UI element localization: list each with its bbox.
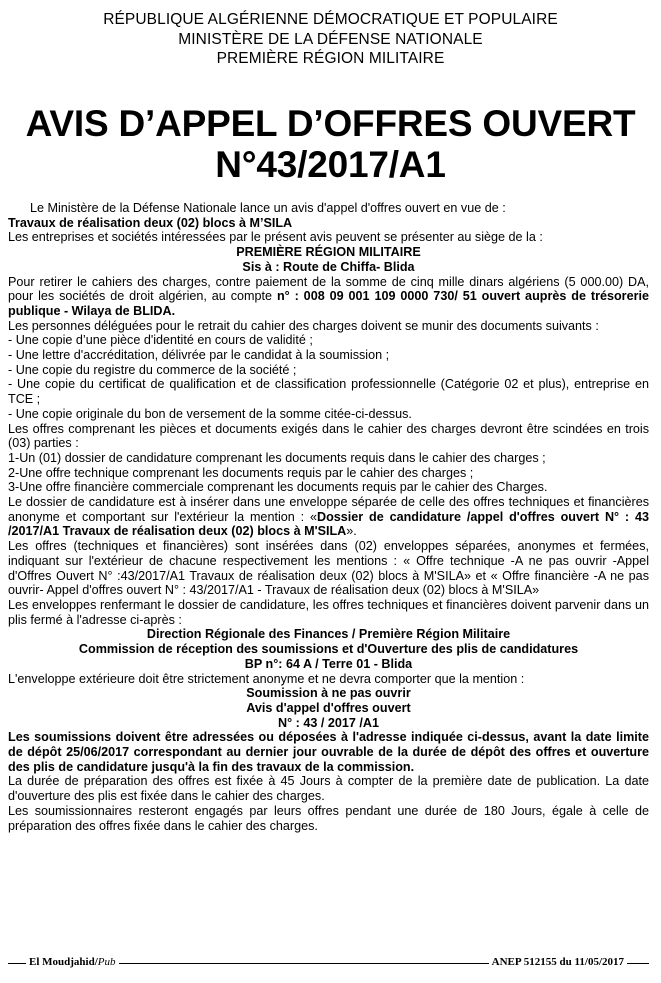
list-item: - Une copie du certificat de qualification et de classification professionnelle (Catégorie 02 et plus), entreprise en TCE ; <box>8 377 649 407</box>
list-item: - Une lettre d'accréditation, délivrée par le candidat à la soumission ; <box>8 348 390 363</box>
envelope-mention-line: N° : 43 / 2017 /A1 <box>278 715 379 730</box>
payment-paragraph <box>8 275 649 319</box>
list-item: - Une copie du registre du commerce de la société ; <box>8 362 297 377</box>
outer-envelope-paragraph: L'enveloppe extérieure doit être strictement anonyme et ne devra comporter que la mention : <box>8 671 525 686</box>
notice-body <box>8 201 649 833</box>
bank-account: n° : 008 09 001 109 0000 730/ 51 ouvert auprès de trésorerie publique - Wilaya de BLIDA. <box>8 289 649 318</box>
envelope-mention-line: Avis d'appel d'offres ouvert <box>246 700 411 715</box>
payment-text: Pour retirer le cahiers des charges, contre paiement de la somme de cinq mille dinars algériens (5 000.00) DA, pour les sociétés de droit algérien, au compte <box>8 274 649 304</box>
offers-paragraph: Les offres comprenant les pièces et documents exigés dans le cahier des charges devront être scindées en trois (03) parties : <box>8 421 649 451</box>
republic-name: RÉPUBLIQUE ALGÉRIENNE DÉMOCRATIQUE ET POPULAIRE <box>103 11 558 28</box>
newspaper-credit <box>26 956 119 968</box>
anep-reference: ANEP 512155 du 11/05/2017 <box>489 956 627 968</box>
candidature-end: ». <box>346 524 357 539</box>
candidature-paragraph <box>8 495 649 539</box>
notice-title <box>0 103 661 185</box>
issuer-header <box>0 10 661 69</box>
validity-paragraph: Les soumissionnaires resteront engagés par leurs offres pendant une durée de 180 Jours, égale à celle de préparation des offres fixée dans le cahier des charges. <box>8 803 649 833</box>
office-name: PREMIÈRE RÉGION MILITAIRE <box>236 245 421 260</box>
delivery-paragraph: Les enveloppes renfermant le dossier de candidature, les offres techniques et financières doivent parvenir dans un plis fermé à l'adresse ci-après : <box>8 597 649 627</box>
notice-title-line: AVIS D’APPEL D’OFFRES OUVERT <box>25 103 636 144</box>
candidature-mention: Dossier de candidature /appel d'offres ouvert N° : 43 /2017/A1 Travaux de réalisation deux (02) blocs à M'SILA <box>8 509 649 539</box>
publication-footer <box>8 955 649 971</box>
newspaper-name: El Moudjahid/ <box>29 956 98 968</box>
office-address: Sis à : Route de Chiffa- Blida <box>242 259 415 274</box>
list-item: - Une copie originale du bon de versement de la somme citée-ci-dessus. <box>8 406 412 421</box>
delivery-address-line: Commission de réception des soumissions et d'Ouverture des plis de candidatures <box>78 642 579 657</box>
offer-part: 1-Un (01) dossier de candidature comprenant les documents requis dans le cahier des charges ; <box>8 450 546 465</box>
delivery-address-line: Direction Régionale des Finances / Première Région Militaire <box>146 627 511 642</box>
offer-part: 3-Une offre financière commerciale comprenant les documents requis par le cahier des Charges. <box>8 480 548 495</box>
region-name: PREMIÈRE RÉGION MILITAIRE <box>216 50 445 67</box>
project-title: Travaux de réalisation deux (02) blocs à M’SILA <box>8 215 293 230</box>
intro-paragraph: Le Ministère de la Défense Nationale lance un avis d'appel d'offres ouvert en vue de : <box>30 201 506 215</box>
delivery-address-line: BP n°: 64 A / Terre 01 - Blida <box>244 656 413 671</box>
list-item: - Une copie d’une pièce d'identité en cours de validité ; <box>8 333 313 348</box>
documents-intro: Les personnes déléguées pour le retrait du cahier des charges doivent se munir des documents suivants : <box>8 318 599 333</box>
ministry-name: MINISTÈRE DE LA DÉFENSE NATIONALE <box>178 30 483 48</box>
notice-number: N°43/2017/A1 <box>215 144 446 185</box>
pub-label: Pub <box>97 956 116 968</box>
deadline-paragraph: Les soumissions doivent être adressées ou déposées à l'adresse indiquée ci-dessus, avant la date limite de dépôt 25/06/2017 correspondant au dernier jour ouvrable de la durée de dépôt des offres et ouverture des plis de candidature jusqu'à la fin des travaux de la commission. <box>8 730 649 774</box>
candidature-text: Le dossier de candidature est à insérer dans une enveloppe séparée de celle des offres techniques et financières anonyme et comportant sur l'extérieur la mention : « <box>8 495 649 524</box>
offer-part: 2-Une offre technique comprenant les documents requis par le cahier des charges ; <box>8 465 474 480</box>
preparation-paragraph: La durée de préparation des offres est fixée à 45 Jours à compter de la première date de publication. La date d'ouverture des plis est fixée dans le cahier des charges. <box>8 774 649 804</box>
envelopes-paragraph: Les offres (techniques et financières) sont insérées dans (02) enveloppes séparées, anonymes et fermées, indiquant sur l'extérieur de chacune respectivement les mentions : « Offre technique -A ne pas ouvrir -Appel d'Offres Ouvert N° :43/2017/A1 Travaux de réalisation deux (02) blocs à M'SILA» et « Offre financière -A ne pas ouvrir- Appel d'offres ouvert N° : 43/2017/A1 - Travaux de réalisation deux (02) blocs à M'SILA» <box>8 539 649 598</box>
eligibility-paragraph: Les entreprises et sociétés intéressées par le présent avis peuvent se présenter au siège de la : <box>8 230 543 245</box>
envelope-mention-line: Soumission à ne pas ouvrir <box>246 686 411 701</box>
